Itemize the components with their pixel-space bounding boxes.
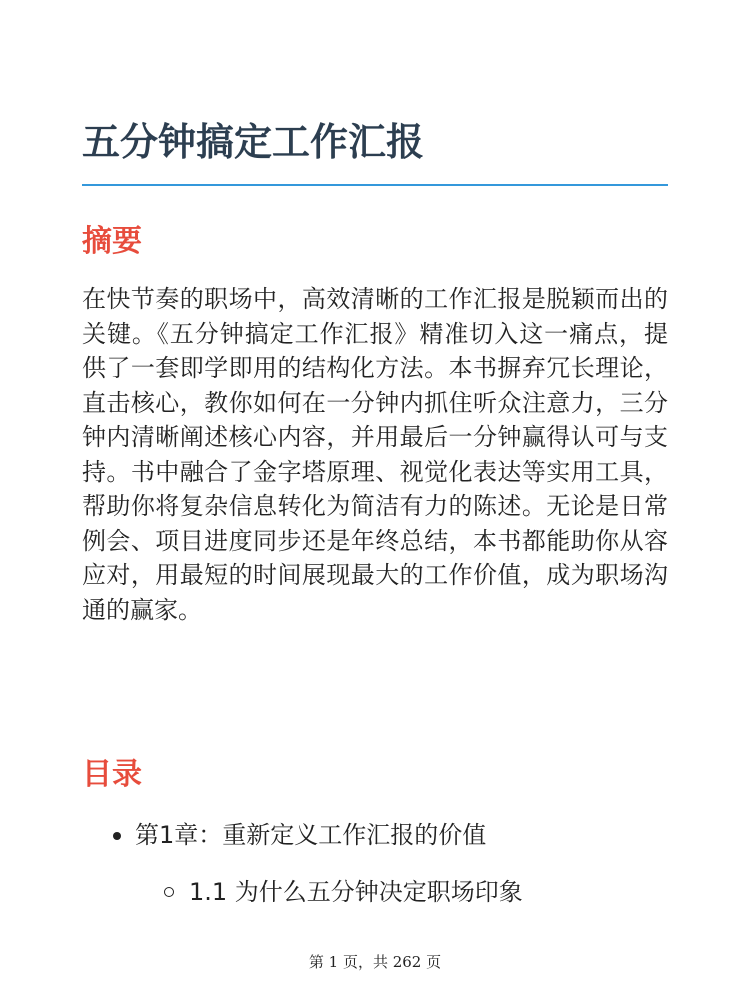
document-title: 五分钟搞定工作汇报	[82, 120, 425, 164]
bullet-disc-icon	[113, 832, 121, 840]
toc-item-section-1-1	[189, 875, 523, 909]
toc-item-chapter-1	[135, 818, 486, 852]
page-number-footer: 第 1 页，共 262 页	[308, 953, 442, 971]
summary-heading: 摘要	[82, 224, 142, 259]
toc-item-label: 1.1 为什么五分钟决定职场印象	[189, 878, 523, 906]
summary-paragraph: 在快节奏的职场中，高效清晰的工作汇报是脱颖而出的关键。《五分钟搞定工作汇报》精准切入这一痛点，提供了一套即学即用的结构化方法。本书摒弃冗长理论，直击核心，教你如何在一分钟内抓住听众注意力，三分钟内清晰阐述核心内容，并用最后一分钟赢得认可与支持。书中融合了金字塔原理、视觉化表达等实用工具，帮助你将复杂信息转化为简洁有力的陈述。无论是日常例会、项目进度同步还是年终总结，本书都能助你从容应对，用最短的时间展现最大的工作价值，成为职场沟通的赢家。	[82, 285, 668, 624]
bullet-circle-icon	[164, 887, 174, 897]
toc-heading: 目录	[82, 757, 142, 792]
title-divider	[82, 184, 668, 186]
toc-item-label: 第1章：重新定义工作汇报的价值	[135, 821, 487, 849]
